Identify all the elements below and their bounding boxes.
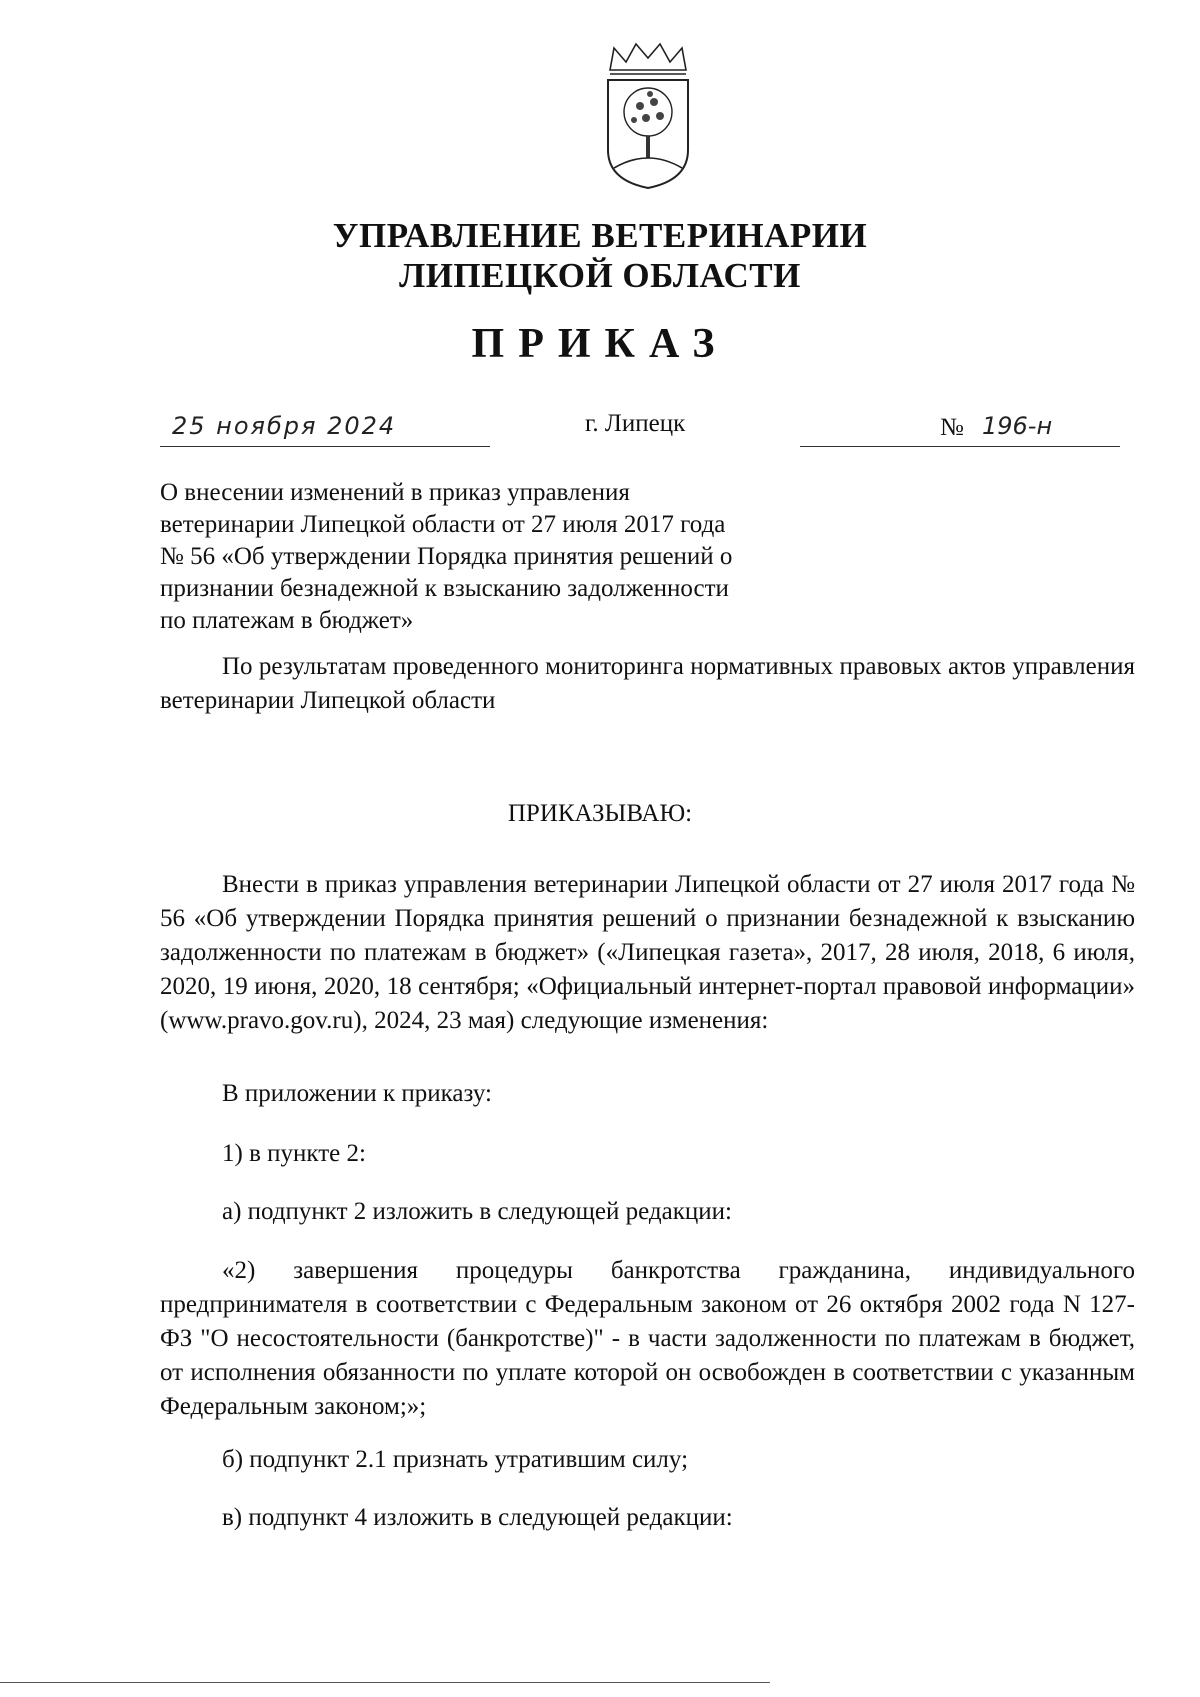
decree-heading: ПРИКАЗЫВАЮ:: [507, 800, 693, 827]
document-subject: О внесении изменений в приказ управления ветеринарии Липецкой области от 27 июля 2017 года № 56 «Об утверждении Порядка принятия решений о признании безнадежной к взысканию задолженности по платежам в бюджет»: [160, 479, 733, 634]
organization-name-line1: УПРАВЛЕНИЕ ВЕТЕРИНАРИИ: [332, 216, 868, 255]
handwritten-number: 196-н: [982, 412, 1053, 440]
date-field: [160, 412, 490, 447]
city-label: г. Липецк: [585, 410, 686, 437]
lipetsk-coat-of-arms-icon: [600, 40, 696, 190]
appendix-line: В приложении к приказу:: [222, 1080, 492, 1107]
subpoint-v-line: в) подпункт 4 изложить в следующей редакции:: [222, 1504, 733, 1531]
point-1-line: 1) в пункте 2:: [222, 1140, 366, 1167]
handwritten-date: 25 ноября 2024: [172, 412, 397, 440]
preamble-paragraph: По результатам проведенного мониторинга нормативных правовых актов управления ветеринарии Липецкой области: [160, 653, 1135, 714]
document-title: ПРИКАЗ: [471, 321, 729, 367]
number-label: №: [940, 414, 964, 441]
quoted-amendment-paragraph: «2) завершения процедуры банкротства гражданина, индивидуального предпринимателя в соответствии с Федеральным законом от 26 октября 2002 года N 127-ФЗ "О несостоятельности (банкротстве)" - в части задолженности по платежам в бюджет, от исполнения обязанности по уплате которой он освобожден в соответствии с указанным Федеральным законом;»;: [160, 1257, 1135, 1420]
subpoint-a-line: а) подпункт 2 изложить в следующей редакции:: [222, 1198, 732, 1225]
page-bottom-rule: [0, 1682, 770, 1683]
number-field: [800, 412, 1120, 447]
organization-name-line2: ЛИПЕЦКОЙ ОБЛАСТИ: [399, 256, 801, 295]
subpoint-b-line: б) подпункт 2.1 признать утратившим силу;: [222, 1446, 689, 1473]
body-intro-paragraph: Внести в приказ управления ветеринарии Липецкой области от 27 июля 2017 года № 56 «Об утверждении Порядка принятия решений о признании безнадежной к взысканию задолженности по платежам в бюджет» («Липецкая газета», 2017, 28 июля, 2018, 6 июля, 2020, 19 июня, 2020, 18 сентября; «Официальный интернет-портал правовой информации» (www.pravo.gov.ru), 2024, 23 мая) следующие изменения:: [160, 871, 1135, 1034]
